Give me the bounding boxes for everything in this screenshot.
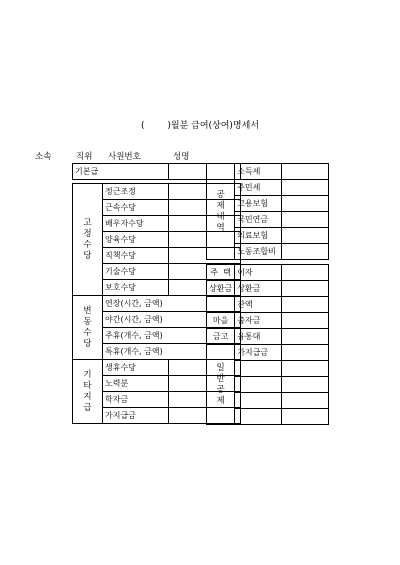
general-item[interactable] <box>235 377 282 393</box>
deduction-item: 의료보험 <box>235 228 282 244</box>
document-title: ( )월분 급여(상여)명세서 <box>140 121 260 131</box>
deduction-group: 공 제 내 역 <box>207 164 235 260</box>
other-item: 학자금 <box>103 392 169 408</box>
general-value[interactable] <box>282 409 329 425</box>
general-value[interactable] <box>282 377 329 393</box>
fixed-item: 배우자수당 <box>103 216 169 232</box>
other-item: 가지급금 <box>103 408 169 424</box>
village-label-top: 마을 <box>207 313 235 329</box>
housing-item: 상환금 <box>235 281 282 297</box>
deduction-item: 고용보험 <box>235 196 282 212</box>
deduction-item: 노동조합비 <box>235 244 282 260</box>
deductions-table <box>206 163 329 425</box>
fixed-item: 양육수당 <box>103 232 169 248</box>
village-item: 출자금 <box>235 313 282 329</box>
position-label: 직위 <box>76 152 93 162</box>
fixed-item: 기술수당 <box>103 264 169 280</box>
deduction-item: 주민세 <box>235 180 282 196</box>
deduction-value[interactable] <box>282 228 329 244</box>
village-item: 융통대 <box>235 329 282 345</box>
village-value[interactable] <box>282 329 329 345</box>
general-value[interactable] <box>282 345 329 361</box>
other-item: 생휴수당 <box>103 360 169 376</box>
deduction-item: 소득세 <box>235 164 282 180</box>
other-item: 노력분 <box>103 376 169 392</box>
variable-item: 야간(시간, 금액) <box>103 312 241 328</box>
general-deduction-group: 일 반 공 제 <box>207 345 235 425</box>
employee-no-label: 사원번호 <box>108 152 141 162</box>
general-item[interactable] <box>235 393 282 409</box>
general-item[interactable] <box>235 409 282 425</box>
variable-item: 주휴(개수, 금액) <box>103 328 241 344</box>
general-item[interactable] <box>235 361 282 377</box>
general-value[interactable] <box>282 361 329 377</box>
name-label: 성명 <box>173 152 190 162</box>
deduction-value[interactable] <box>282 164 329 180</box>
fixed-item: 보호수당 <box>103 280 169 296</box>
general-item: 가지급금 <box>235 345 282 361</box>
housing-item: 잔액 <box>235 297 282 313</box>
housing-label-top: 주 택 <box>207 265 235 281</box>
housing-value[interactable] <box>282 265 329 281</box>
fixed-item: 근속수당 <box>103 200 169 216</box>
housing-value[interactable] <box>282 281 329 297</box>
variable-item: 연장(시간, 금액) <box>103 296 241 312</box>
village-value[interactable] <box>282 313 329 329</box>
deduction-item: 국민연금 <box>235 212 282 228</box>
deduction-value[interactable] <box>282 244 329 260</box>
housing-item: 이자 <box>235 265 282 281</box>
deduction-value[interactable] <box>282 180 329 196</box>
fixed-item: 직책수당 <box>103 248 169 264</box>
housing-label-bottom: 상환금 <box>207 281 235 297</box>
general-value[interactable] <box>282 393 329 409</box>
variable-allowance-group: 변 동 수 당 <box>73 296 103 360</box>
variable-item: 특휴(개수, 금액) <box>103 344 241 360</box>
housing-value[interactable] <box>282 297 329 313</box>
deduction-value[interactable] <box>282 212 329 228</box>
fixed-item: 정근조정 <box>103 184 169 200</box>
dept-label: 소속 <box>35 152 52 162</box>
village-label-bottom: 금고 <box>207 329 235 345</box>
other-pay-group: 기 타 지 급 <box>73 360 103 424</box>
housing-label-empty <box>207 297 235 313</box>
base-pay-label: 기본급 <box>73 164 169 180</box>
fixed-allowance-group: 고 정 수 당 <box>73 184 103 296</box>
deduction-value[interactable] <box>282 196 329 212</box>
